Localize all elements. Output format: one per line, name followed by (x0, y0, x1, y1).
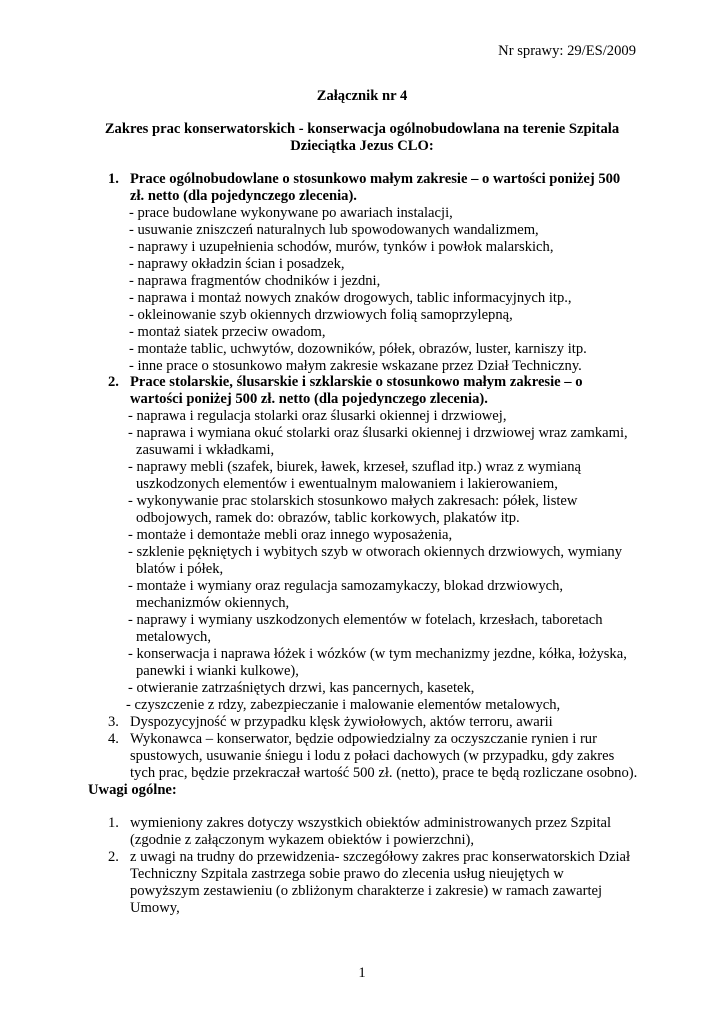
section-2-item-continued: mechanizmów okiennych, (136, 595, 290, 611)
section-2-item: - montaże i wymiany oraz regulacja samozamykaczy, blokad drzwiowych, (128, 578, 564, 594)
section-2-item: - naprawy mebli (szafek, biurek, ławek, krzeseł, szuflad itp.) wraz z wymianą (128, 459, 582, 475)
section-1-item: - usuwanie zniszczeń naturalnych lub spowodowanych wandalizmem, (129, 222, 539, 238)
section-1-item: - naprawa fragmentów chodników i jezdni, (129, 273, 381, 289)
section-1-item: - montaż siatek przeciw owadom, (129, 324, 326, 340)
section-2-item: - otwieranie zatrzaśniętych drzwi, kas pancernych, kasetek, (128, 680, 475, 696)
section-2-item: - szklenie pękniętych i wybitych szyb w otworach okiennych drzwiowych, wymiany (128, 544, 623, 560)
section-4-text-line: Wykonawca – konserwator, będzie odpowiedzialny za oczyszczanie rynien i rur (130, 731, 597, 747)
section-2-number: 2. (108, 374, 119, 390)
section-1-item: - montaże tablic, uchwytów, dozowników, półek, obrazów, luster, karniszy itp. (129, 341, 587, 357)
section-2-item-continued: zasuwami i wkładkami, (136, 442, 275, 458)
section-1-item: - okleinowanie szyb okiennych drzwiowych folią samoprzylepną, (129, 307, 513, 323)
section-1-title-line-1: Prace ogólnobudowlane o stosunkowo małym zakresie – o wartości poniżej 500 (130, 171, 621, 187)
section-4-text-line: spustowych, usuwanie śniegu i lodu z połaci dachowych (w przypadku, gdy zakres (130, 748, 615, 764)
general-remarks-heading: Uwagi ogólne: (88, 782, 177, 798)
remark-1-text-line: (zgodnie z załączonym wykazem obiektów i powierzchni), (130, 832, 475, 848)
section-2-item: - naprawa i regulacja stolarki oraz ślusarki okiennej i drzwiowej, (128, 408, 507, 424)
section-1-item: - prace budowlane wykonywane po awariach instalacji, (129, 205, 453, 221)
remark-2-text-line: z uwagi na trudny do przewidzenia- szczegółowy zakres prac konserwatorskich Dział (130, 849, 631, 865)
section-2-item: - naprawa i wymiana okuć stolarki oraz ślusarki okiennej i drzwiowej wraz zamkami, (128, 425, 628, 441)
section-1-item: - naprawy i uzupełnienia schodów, murów, tynków i powłok malarskich, (129, 239, 554, 255)
remark-2-text-line: Umowy, (130, 900, 180, 916)
section-2-item-continued: metalowych, (136, 629, 211, 645)
section-2-item-continued: odbojowych, ramek do: obrazów, tablic korkowych, plakatów itp. (136, 510, 520, 526)
remark-2-text-line: powyższym zestawieniu (o zbliżonym charakterze i zakresie) w ramach zawartej (130, 883, 603, 899)
remark-1-text-line: wymieniony zakres dotyczy wszystkich obiektów administrowanych przez Szpital (130, 815, 612, 831)
section-4-text-line: tych prac, będzie przekraczał wartość 500 zł. (netto), prace te będą rozliczane osobno). (130, 765, 638, 781)
section-1-title-line-2: zł. netto (dla pojedynczego zlecenia). (130, 188, 357, 204)
section-2-item: - wykonywanie prac stolarskich stosunkowo małych zakresach: półek, listew (128, 493, 578, 509)
section-2-item-continued: uszkodzonych elementów i ewentualnym malowaniem i lakierowaniem, (136, 476, 558, 492)
section-2-item: - naprawy i wymiany uszkodzonych elementów w fotelach, krzesłach, taboretach (128, 612, 603, 628)
scope-title-line-2: Dzieciątka Jezus CLO: (290, 138, 434, 154)
section-1-item: - naprawy okładzin ścian i posadzek, (129, 256, 345, 272)
section-4-number: 4. (108, 731, 119, 747)
remark-2-number: 2. (108, 849, 119, 865)
section-3-number: 3. (108, 714, 119, 730)
section-2-item-continued: panewki i wianki kulkowe), (136, 663, 299, 679)
page-number: 1 (358, 965, 366, 981)
section-1-number: 1. (108, 171, 119, 187)
section-2-item: - montaże i demontaże mebli oraz innego wyposażenia, (128, 527, 453, 543)
section-2-title-line-1: Prace stolarskie, ślusarskie i szklarskie o stosunkowo małym zakresie – o (130, 374, 583, 390)
annex-title: Załącznik nr 4 (316, 88, 408, 104)
section-2-item-continued: blatów i półek, (136, 561, 224, 577)
section-3-text: Dyspozycyjność w przypadku klęsk żywiołowych, aktów terroru, awarii (130, 714, 553, 730)
section-1-item: - inne prace o stosunkowo małym zakresie wskazane przez Dział Techniczny. (129, 358, 582, 374)
case-number: Nr sprawy: 29/ES/2009 (498, 43, 636, 59)
remark-2-text-line: Techniczny Szpitala zastrzega sobie prawo do zlecenia usług nieujętych w (130, 866, 564, 882)
section-2-title-line-2: wartości poniżej 500 zł. netto (dla pojedynczego zlecenia). (130, 391, 488, 407)
section-2-item: - czyszczenie z rdzy, zabezpieczanie i malowanie elementów metalowych, (126, 697, 561, 713)
scope-title-line-1: Zakres prac konserwatorskich - konserwacja ogólnobudowlana na terenie Szpitala (104, 121, 620, 137)
remark-1-number: 1. (108, 815, 119, 831)
section-1-item: - naprawa i montaż nowych znaków drogowych, tablic informacyjnych itp., (129, 290, 572, 306)
section-2-item: - konserwacja i naprawa łóżek i wózków (w tym mechanizmy jezdne, kółka, łożyska, (128, 646, 627, 662)
